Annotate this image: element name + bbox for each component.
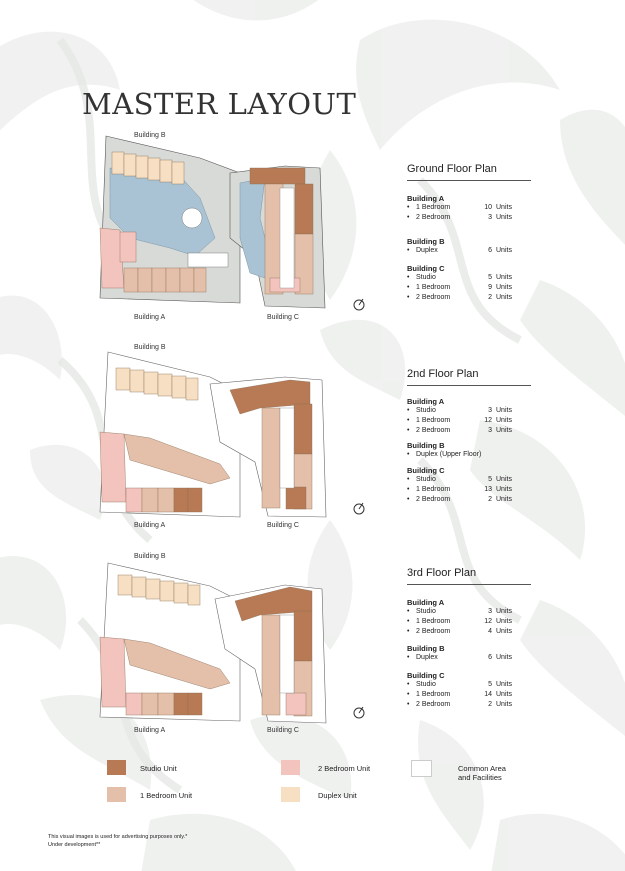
building-b-label: Building B [134, 344, 166, 351]
unit-count: 12 [484, 617, 492, 625]
unit-suffix: Units [496, 617, 512, 625]
building-name: Building C [407, 466, 445, 476]
unit-type: Duplex (Upper Floor) [416, 451, 482, 459]
north-arrow-icon [352, 705, 366, 719]
unit-count: 6 [488, 654, 492, 662]
unit-count: 4 [488, 627, 492, 635]
unit-count: 13 [484, 485, 492, 493]
unit-count: 3 [488, 426, 492, 434]
second-building-b [407, 441, 531, 460]
bullet: • [407, 246, 410, 254]
unit-type: 2 Bedroom [416, 426, 451, 434]
building-b-label: Building B [134, 553, 166, 560]
unit-count: 2 [488, 293, 492, 301]
building-a-label: Building A [134, 727, 166, 734]
building-name: Building A [407, 194, 445, 203]
building-name: Building B [407, 441, 445, 451]
studio-swatch [107, 760, 126, 775]
unit-row [407, 653, 531, 663]
unit-count: 10 [484, 204, 492, 211]
second-building-a [407, 397, 531, 435]
unit-count: 5 [488, 274, 492, 282]
unit-row [407, 426, 531, 436]
bullet: • [407, 274, 410, 282]
unit-type: 1 Bedroom [416, 617, 451, 625]
unit-suffix: Units [496, 407, 512, 414]
unit-suffix: Units [496, 416, 512, 424]
building-c-label: Building C [267, 314, 299, 321]
unit-type: 1 Bedroom [416, 284, 451, 292]
third-floor-plan-map [90, 551, 350, 741]
unit-count: 14 [484, 690, 492, 698]
ground-floor-heading: Ground Floor Plan [407, 163, 531, 181]
bullet: • [407, 485, 410, 493]
duplex-swatch [281, 787, 300, 802]
bullet: • [407, 690, 410, 698]
duplex-legend-label: Duplex Unit [318, 791, 357, 800]
unit-suffix: Units [496, 204, 512, 211]
unit-suffix: Units [496, 274, 512, 282]
unit-row [407, 283, 531, 293]
third-floor-heading: 3rd Floor Plan [407, 567, 531, 585]
unit-count: 2 [488, 495, 492, 503]
unit-row [407, 690, 531, 700]
page-title: MASTER LAYOUT [82, 87, 357, 122]
two-bedroom-swatch [281, 760, 300, 775]
building-a-label: Building A [134, 314, 166, 321]
unit-count: 5 [488, 681, 492, 689]
unit-count: 3 [488, 213, 492, 221]
unit-row [407, 246, 531, 256]
unit-row [407, 607, 531, 617]
unit-type: 2 Bedroom [416, 213, 451, 221]
unit-suffix: Units [496, 284, 512, 292]
bullet: • [407, 451, 410, 459]
unit-count: 6 [488, 246, 492, 254]
unit-type: 2 Bedroom [416, 495, 451, 503]
unit-row [407, 450, 531, 460]
unit-suffix: Units [496, 213, 512, 221]
bullet: • [407, 416, 410, 424]
unit-suffix: Units [496, 627, 512, 635]
bullet: • [407, 213, 410, 221]
bullet: • [407, 654, 410, 662]
building-name: Building B [407, 644, 445, 654]
unit-type: Studio [416, 407, 436, 414]
unit-count: 9 [488, 284, 492, 292]
unit-row [407, 213, 531, 223]
second-building-c [407, 466, 531, 504]
bullet: • [407, 700, 410, 708]
unit-count: 3 [488, 407, 492, 414]
unit-row [407, 406, 531, 416]
ground-building-a [407, 194, 531, 223]
unit-suffix: Units [496, 485, 512, 493]
unit-type: 1 Bedroom [416, 690, 451, 698]
unit-row [407, 293, 531, 303]
unit-type: Duplex [416, 654, 438, 662]
bullet: • [407, 608, 410, 615]
common-area-line1: Common Area [458, 764, 506, 773]
one-bedroom-legend-label: 1 Bedroom Unit [140, 791, 193, 800]
unit-row [407, 203, 531, 213]
building-c-label: Building C [267, 727, 299, 734]
common-area-swatch [411, 760, 432, 777]
unit-row [407, 485, 531, 495]
unit-suffix: Units [496, 608, 512, 615]
unit-type: Duplex [416, 246, 438, 254]
two-bedroom-legend-label: 2 Bedroom Unit [318, 764, 371, 773]
unit-row [407, 700, 531, 710]
north-arrow-icon [352, 297, 366, 311]
bullet: • [407, 426, 410, 434]
building-name: Building C [407, 671, 445, 681]
common-area-line2: and Facilities [458, 773, 502, 782]
second-floor-heading: 2nd Floor Plan [407, 368, 531, 386]
unit-row [407, 495, 531, 505]
bullet: • [407, 495, 410, 503]
ground-building-b [407, 237, 531, 256]
unit-suffix: Units [496, 495, 512, 503]
bullet: • [407, 293, 410, 301]
unit-type: Studio [416, 608, 436, 615]
unit-suffix: Units [496, 246, 512, 254]
building-b-label: Building B [134, 132, 166, 139]
unit-count: 12 [484, 416, 492, 424]
unit-type: 2 Bedroom [416, 627, 451, 635]
ground-building-c [407, 264, 531, 302]
unit-type: 1 Bedroom [416, 485, 451, 493]
unit-count: 5 [488, 476, 492, 484]
bullet: • [407, 284, 410, 292]
bullet: • [407, 627, 410, 635]
third-building-a [407, 598, 531, 636]
unit-type: 2 Bedroom [416, 293, 451, 301]
unit-row [407, 273, 531, 283]
third-floor-info [407, 567, 531, 710]
unit-type: 1 Bedroom [416, 416, 451, 424]
unit-row [407, 627, 531, 637]
unit-suffix: Units [496, 426, 512, 434]
one-bedroom-swatch [107, 787, 126, 802]
unit-type: 1 Bedroom [416, 204, 451, 211]
unit-row [407, 416, 531, 426]
unit-row [407, 617, 531, 627]
third-building-c [407, 671, 531, 709]
unit-type: Studio [416, 274, 436, 282]
disclaimer-text: This visual images is used for advertising purposes only.* [48, 834, 188, 840]
bullet: • [407, 617, 410, 625]
common-area-legend-label [458, 764, 506, 782]
building-a-label: Building A [134, 522, 166, 529]
unit-suffix: Units [496, 476, 512, 484]
unit-suffix: Units [496, 690, 512, 698]
unit-count: 3 [488, 608, 492, 615]
unit-count: 2 [488, 700, 492, 708]
ground-floor-plan-map [90, 128, 350, 328]
building-name: Building C [407, 264, 445, 274]
unit-type: 2 Bedroom [416, 700, 451, 708]
second-floor-info [407, 368, 531, 505]
ground-floor-info [407, 163, 531, 303]
bullet: • [407, 407, 410, 414]
unit-suffix: Units [496, 700, 512, 708]
unit-row [407, 475, 531, 485]
unit-suffix: Units [496, 654, 512, 662]
development-note: Under development** [48, 842, 101, 848]
bullet: • [407, 204, 410, 211]
building-c-label: Building C [267, 522, 299, 529]
bullet: • [407, 476, 410, 484]
unit-type: Studio [416, 681, 436, 689]
unit-row [407, 680, 531, 690]
unit-type: Studio [416, 476, 436, 484]
building-name: Building A [407, 397, 445, 406]
studio-legend-label: Studio Unit [140, 764, 177, 773]
building-name: Building A [407, 598, 445, 607]
building-name: Building B [407, 236, 445, 246]
third-building-b [407, 644, 531, 663]
north-arrow-icon [352, 501, 366, 515]
unit-suffix: Units [496, 681, 512, 689]
second-floor-plan-map [90, 342, 350, 537]
bullet: • [407, 681, 410, 689]
unit-suffix: Units [496, 293, 512, 301]
